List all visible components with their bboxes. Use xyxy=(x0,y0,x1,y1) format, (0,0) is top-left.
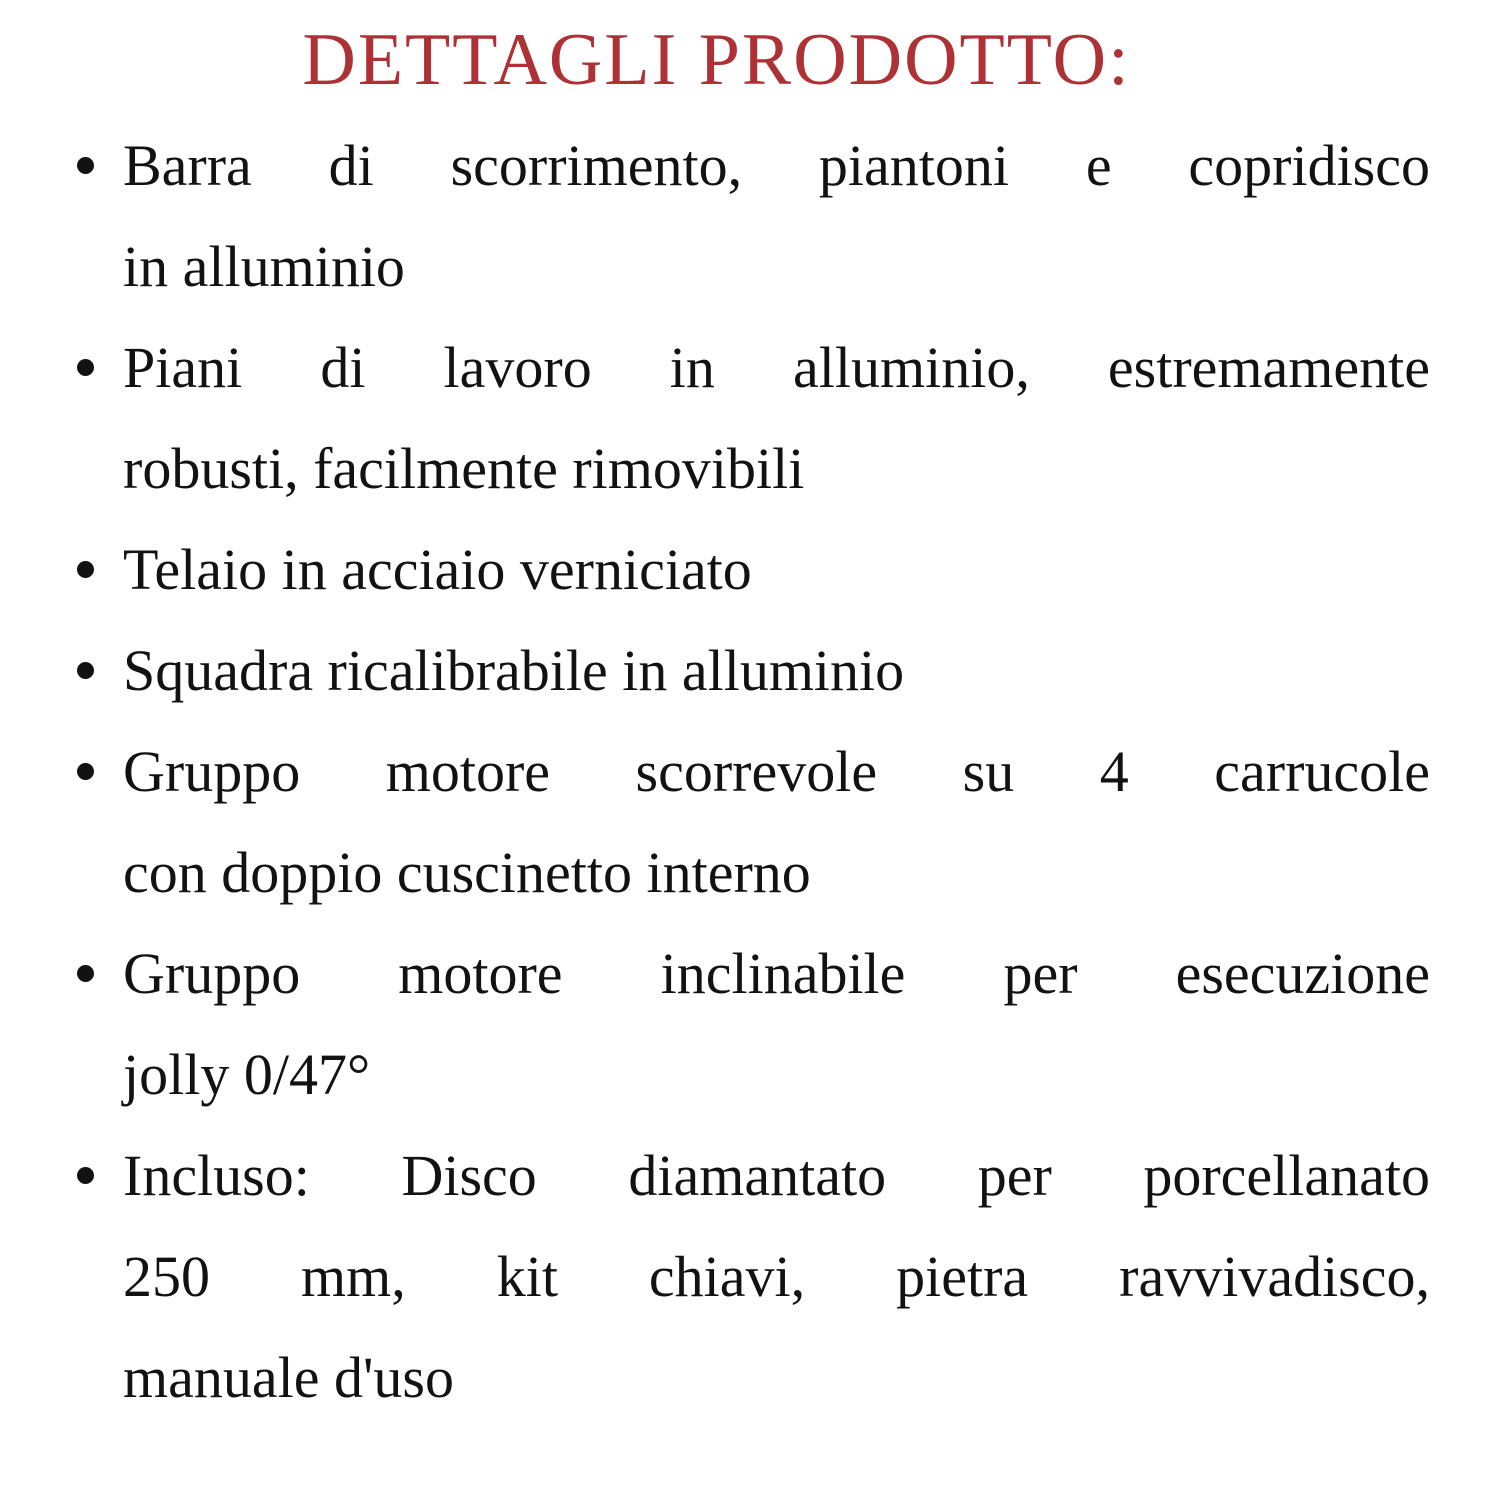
list-item-line: Gruppo motore inclinabile per esecuzione xyxy=(123,941,1430,1006)
list-item xyxy=(123,519,1430,620)
list-item xyxy=(123,1125,1430,1428)
product-details-list xyxy=(123,115,1430,1428)
list-item-line: Squadra ricalibrabile in alluminio xyxy=(123,638,905,703)
list-item-line: in alluminio xyxy=(123,234,405,299)
list-item-line: robusti, facilmente rimovibili xyxy=(123,436,805,501)
list-item-line: Piani di lavoro in alluminio, estremamente xyxy=(123,335,1430,400)
list-item xyxy=(123,620,1430,721)
list-item xyxy=(123,721,1430,923)
list-item-line: Gruppo motore scorrevole su 4 carrucole xyxy=(123,739,1430,804)
list-item-line: Barra di scorrimento, piantoni e copridisco xyxy=(123,133,1430,198)
list-item-line: Telaio in acciaio verniciato xyxy=(123,537,752,602)
list-item-line: jolly 0/47° xyxy=(123,1042,371,1107)
list-item-line: manuale d'uso xyxy=(123,1345,454,1410)
list-item xyxy=(123,923,1430,1125)
list-item xyxy=(123,317,1430,519)
list-item-line: con doppio cuscinetto interno xyxy=(123,840,811,905)
page-title: DETTAGLI PRODOTTO: xyxy=(302,19,1131,101)
list-item-line: 250 mm, kit chiavi, pietra ravvivadisco, xyxy=(123,1244,1430,1309)
list-item-line: Incluso: Disco diamantato per porcellanato xyxy=(123,1143,1430,1208)
list-item xyxy=(123,115,1430,317)
